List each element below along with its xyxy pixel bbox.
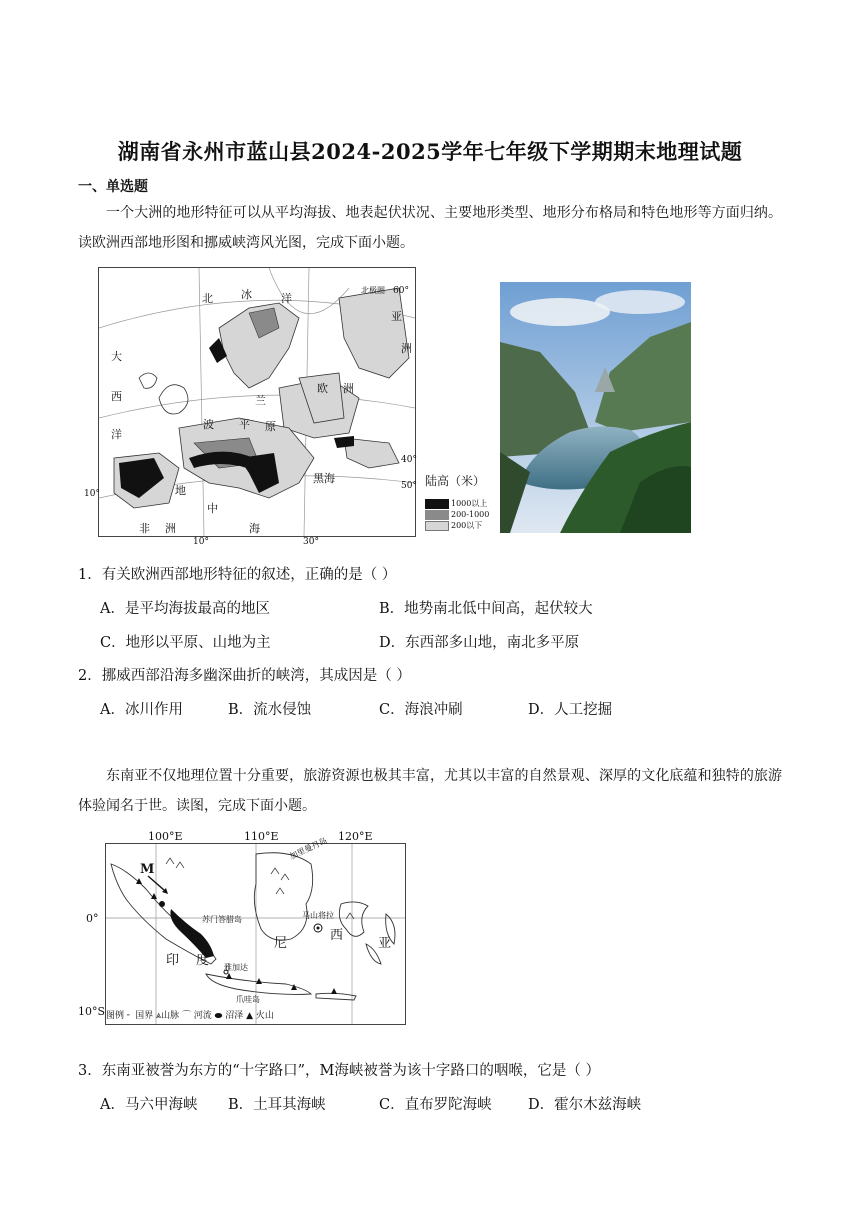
q1-option-b[interactable]: B．地势南北低中间高，起伏较大 [379, 601, 593, 617]
label-city-1: 马山将拉 [302, 911, 334, 920]
label-europe-1: 欧 [317, 382, 328, 395]
question-3-stem: 3．东南亚被誉为东方的“十字路口”，M海峡被誉为该十字路口的咽喉，它是（ ） [78, 1063, 601, 1079]
label-lat50: 50° [401, 481, 417, 491]
label-lat10s: 10°S [78, 1005, 106, 1018]
fjord-illustration [500, 282, 691, 533]
label-lon110: 110°E [244, 830, 279, 843]
legend-swatch-high [425, 499, 449, 509]
question-2-stem: 2．挪威西部沿海多幽深曲折的峡湾，其成因是（ ） [78, 668, 411, 684]
legend-swatch-mid [425, 510, 449, 520]
label-lon120: 120°E [338, 830, 373, 843]
legend-row-mid [425, 509, 497, 520]
q1-option-d[interactable]: D．东西部多山地，南北多平原 [379, 635, 580, 651]
question-1-stem: 1．有关欧洲西部地形特征的叙述，正确的是（ ） [78, 567, 397, 583]
label-kalimantan: 加里曼丹岛 [288, 836, 329, 862]
label-xi: 西 [111, 390, 122, 403]
q2-option-c[interactable]: C．海浪冲刷 [379, 702, 463, 718]
section-heading: 一、单选题 [78, 179, 148, 195]
q3-option-d[interactable]: D．霍尔木兹海峡 [528, 1097, 642, 1113]
label-lon30: 30° [303, 537, 319, 547]
page-title: 湖南省永州市蓝山县2024-2025学年七年级下学期期末地理试题 [117, 139, 743, 164]
norway-fjord-photo [500, 282, 691, 533]
legend-label-low: 200以下 [451, 521, 483, 530]
label-hai: 海 [249, 522, 260, 535]
label-bo: 波 [203, 418, 214, 431]
europe-terrain-map [98, 267, 416, 537]
label-xi: 西 [330, 928, 344, 943]
legend-row-low [425, 520, 497, 531]
label-yin: 印 [166, 953, 180, 968]
legend-row-high [425, 498, 497, 509]
q3-option-c[interactable]: C．直布罗陀海峡 [379, 1097, 492, 1113]
label-zhou: 洲 [165, 522, 176, 535]
label-lon10w: 10° [84, 489, 100, 499]
legend-label-mid: 200-1000 [451, 510, 490, 519]
label-du: 度 [196, 953, 210, 968]
legend-title: 陆高（米） [425, 474, 486, 488]
label-lat0: 0° [86, 912, 99, 925]
q1-option-a[interactable]: A．是平均海拔最高的地区 [100, 601, 270, 617]
q2-option-b[interactable]: B．流水侵蚀 [228, 702, 312, 718]
label-lat40: 40° [401, 455, 417, 465]
elevation-legend [425, 498, 497, 531]
q1-option-c[interactable]: C．地形以平原、山地为主 [100, 635, 271, 651]
q3-option-b[interactable]: B．土耳其海峡 [228, 1097, 326, 1113]
q3-option-a[interactable]: A．马六甲海峡 [100, 1097, 198, 1113]
label-da: 大 [111, 350, 122, 363]
passage-europe: 一个大洲的地形特征可以从平均海拔、地表起伏状况、主要地形类型、地形分布格局和特色地形等方面归纳。读欧洲西部地形图和挪威峡湾风光图，完成下面小题。 [78, 205, 782, 251]
label-lon10: 10° [193, 537, 209, 547]
strait-m-label: M [140, 862, 155, 877]
label-lat60: 60° [393, 286, 409, 296]
q2-option-d[interactable]: D．人工挖掘 [528, 702, 613, 718]
label-ocean: 洋 [281, 292, 292, 305]
label-yang: 洋 [111, 428, 122, 441]
label-yuan: 原 [265, 420, 276, 433]
label-di: 地 [175, 484, 186, 497]
label-black-sea: 黑海 [313, 472, 335, 485]
label-ping: 平 [239, 418, 250, 431]
label-jakarta: 雅加达 [224, 963, 248, 972]
label-bing: 冰 [241, 288, 252, 301]
label-lan: 兰 [255, 394, 266, 407]
legend-swatch-low [425, 521, 449, 531]
legend-label-high: 1000以上 [451, 499, 488, 508]
label-zhong: 中 [207, 502, 218, 515]
label-europe-2: 洲 [343, 382, 354, 395]
label-ni: 尼 [274, 936, 288, 951]
label-sumatra: 苏门答腊岛 [202, 915, 242, 924]
map-legend: 图例 ╴ 国界 ⩓山脉 ⌒ 河流 ⬬ 沼泽 ▲ 火山 [106, 1011, 274, 1021]
label-asia-1: 亚 [391, 310, 402, 323]
q2-option-a[interactable]: A．冰川作用 [100, 702, 183, 718]
label-java: 爪哇岛 [236, 995, 260, 1004]
label-ya: 亚 [378, 936, 392, 951]
label-asia-2: 洲 [401, 342, 412, 355]
label-arctic-circle: 北极圈 [361, 286, 385, 295]
passage-southeast-asia: 东南亚不仅地理位置十分重要，旅游资源也极其丰富，尤其以丰富的自然景观、深厚的文化底蕴和独特的旅游体验闻名于世。读图，完成下面小题。 [78, 768, 782, 814]
label-lon100: 100°E [148, 830, 183, 843]
label-north: 北 [202, 292, 213, 305]
label-fei: 非 [139, 522, 150, 535]
